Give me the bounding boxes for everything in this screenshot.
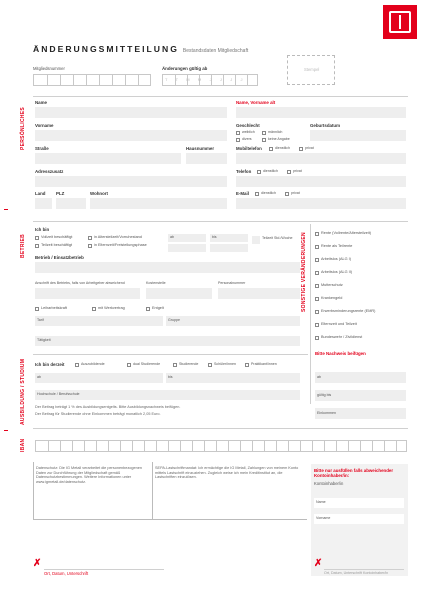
holder-name-label: Name (316, 500, 326, 504)
education-note-2: Der Beitrag für Studierende ohne Einkommen beträgt monatlich 2,05 Euro. (35, 412, 161, 416)
sepa-text: SEPA-Lastschriftmandat: Ich ermächtige die IG Metall, Zahlungen von meinem Konto mittels Lastschrift einzuziehen. Zugleich weise ich mein Kreditinstitut an, die Lastschriften einzulösen. (155, 466, 299, 480)
dual-student-label: dual Studierende (133, 362, 161, 366)
column-divider (310, 224, 311, 404)
date-placeholder: T T M M J J J J (165, 77, 247, 82)
gender-diverse-checkbox[interactable] (236, 138, 240, 142)
holder-name-field[interactable] (314, 498, 404, 508)
student-checkbox[interactable] (173, 363, 177, 367)
firstname-label: Vorname (35, 123, 54, 128)
wage-checkbox[interactable] (146, 307, 150, 311)
other-option-label: Arbeitslos (ALG II) (321, 270, 353, 274)
street-field[interactable] (35, 153, 181, 164)
email-work-label: dienstlich (261, 191, 276, 195)
hours-field[interactable] (252, 236, 260, 244)
birthdate-label: Geburtsdatum (310, 123, 341, 128)
education-from-label: ab (37, 375, 41, 379)
divider (33, 221, 408, 222)
fold-mark (4, 430, 8, 431)
company-address-label: Anschrift des Betriebs, falls von Arbeitgeber abweichend (35, 281, 125, 285)
section-iban-label: IBAN (20, 438, 26, 452)
other-option-checkbox[interactable] (315, 336, 319, 340)
name-field[interactable] (35, 107, 227, 118)
trainee-label: Auszubildende (81, 362, 105, 366)
other-option-label: Mutterschutz (321, 283, 343, 287)
member-no-input[interactable] (33, 74, 151, 86)
phone-field[interactable] (236, 176, 406, 187)
dual-student-checkbox[interactable] (127, 363, 131, 367)
contract-work-label: mit Werkvertrag (98, 306, 125, 310)
job-until-field-2[interactable] (210, 244, 248, 252)
gender-diverse-label: divers (242, 137, 252, 141)
education-until-field[interactable] (166, 373, 300, 383)
holder-signature-line[interactable] (324, 569, 404, 570)
birth-name-label: Name, Vorname alt (236, 100, 276, 105)
email-field[interactable] (236, 198, 406, 209)
city-label: Wohnort (90, 191, 108, 196)
cost-center-field[interactable] (146, 288, 212, 299)
house-no-label: Hausnummer (186, 146, 215, 151)
signature-label: Ort, Datum, Unterschrift (44, 571, 89, 576)
iban-input[interactable] (35, 440, 407, 452)
phone-label: Telefon (236, 169, 252, 174)
mobile-work-checkbox[interactable] (269, 147, 273, 151)
fulltime-label: Vollzeit beschäftigt (41, 235, 73, 239)
firstname-field[interactable] (35, 130, 227, 141)
igmetall-logo (383, 5, 417, 39)
job-from-field-2[interactable] (168, 244, 206, 252)
parttime-label: Teilzeit beschäftigt (41, 243, 73, 247)
section-education-label: AUSBILDUNG / STUDIUM (20, 358, 26, 425)
other-option-label: Elternzeit und Teilzeit (321, 322, 357, 326)
parental-leave-label: in Elternzeit/Freistellungsphase (94, 243, 147, 247)
education-from-field[interactable] (35, 373, 163, 383)
other-option-checkbox[interactable] (315, 232, 319, 236)
fold-mark (4, 209, 8, 210)
other-option-checkbox[interactable] (315, 271, 319, 275)
mobile-private-checkbox[interactable] (299, 147, 303, 151)
mobile-private-label: privat (305, 146, 314, 150)
country-label: Land (35, 191, 46, 196)
intern-label: Praktikant/innen (251, 362, 277, 366)
stamp-label: Stempel (304, 67, 320, 72)
group-label: Gruppe (168, 318, 180, 322)
email-label: E-Mail (236, 191, 249, 196)
phone-work-label: dienstlich (263, 169, 278, 173)
education-note-1: Der Beitrag beträgt 1 % des Ausbildungsentgelts. Bitte Ausbildungsnachweis beifügen. (35, 405, 181, 409)
other-option-checkbox[interactable] (315, 258, 319, 262)
pupil-label: Schüler/innen (214, 362, 236, 366)
account-holder-sub: Kontoinhaber/in (314, 481, 344, 486)
valid-from-label: Änderungen gültig ab (162, 66, 208, 71)
currently-label: Ich bin derzeit (35, 362, 65, 367)
address-extra-label: Adresszusatz (35, 169, 64, 174)
name-label: Name (35, 100, 47, 105)
pupil-checkbox[interactable] (208, 363, 212, 367)
zip-label: PLZ (56, 191, 65, 196)
holder-firstname-label: Vorname (316, 516, 331, 520)
temp-worker-checkbox[interactable] (35, 307, 39, 311)
birthdate-field[interactable] (310, 130, 406, 141)
other-option-checkbox[interactable] (315, 323, 319, 327)
personnel-no-label: Personalnummer (218, 281, 246, 285)
page-subtitle: Bestandsdaten Mitgliedschaft (182, 48, 249, 54)
account-holder-heading: Bitte nur ausfüllen falls abweichender Kontoinhaber/in: (314, 468, 394, 478)
privacy-text: Datenschutz: Die IG Metall verarbeitet die personenbezogenen Daten zur Durchführung der Mitgliedschaft gemäß Datenschutzbestimmungen. Weitere Informationen unter www.igmetall.de/datenschutz. (36, 466, 142, 484)
signature-x-icon: ✗ (33, 558, 42, 569)
divider (33, 428, 408, 429)
holder-signature-x-icon: ✗ (314, 558, 323, 569)
other-option-label: Krankengeld (321, 296, 343, 300)
other-option-label: Bundeswehr / Zivildienst (321, 335, 363, 339)
partial-retirement-label: in Altersteilzeit/Vorruhestand (94, 235, 142, 239)
section-other-label: SONSTIGE VERÄNDERUNGEN (301, 232, 307, 312)
other-option-checkbox[interactable] (315, 310, 319, 314)
job-from-label: ab (170, 235, 174, 239)
activity-field[interactable] (35, 336, 300, 346)
other-until-label: gültig bis (317, 393, 332, 397)
mobile-field[interactable] (236, 153, 406, 164)
section-job-label: BETRIEB (20, 233, 26, 258)
zip-field[interactable] (56, 198, 86, 209)
other-option-checkbox[interactable] (315, 297, 319, 301)
i-am-label: Ich bin (35, 227, 50, 232)
other-option-label: Rente als Teilrente (321, 244, 353, 248)
gender-male-label: männlich (268, 130, 283, 134)
page-title: ÄNDERUNGSMITTEILUNG Bestandsdaten Mitgliedschaft (33, 44, 249, 54)
wage-label: Entgelt (152, 306, 164, 310)
cost-center-label: Kostenstelle (146, 281, 166, 285)
member-no-label: Mitgliedsnummer (33, 66, 65, 71)
gender-none-label: keine Angabe (268, 137, 290, 141)
other-from-field[interactable] (315, 372, 406, 383)
other-option-label: Arbeitslos (ALG I) (321, 257, 351, 261)
email-private-checkbox[interactable] (285, 192, 289, 196)
street-label: Straße (35, 146, 49, 151)
contract-work-checkbox[interactable] (92, 307, 96, 311)
divider (33, 354, 308, 355)
holder-signature-label: Ort, Datum, Unterschrift Kontoinhaber/in (324, 571, 389, 575)
email-work-checkbox[interactable] (255, 192, 259, 196)
temp-worker-label: Leiharbeitskraft (41, 306, 67, 310)
other-option-label: Erwerbsminderungsrente (EMR) (321, 309, 376, 313)
email-private-label: privat (291, 191, 300, 195)
gender-none-checkbox[interactable] (262, 138, 266, 142)
other-income-label: Einkommen (317, 411, 336, 415)
mobile-work-label: dienstlich (275, 146, 290, 150)
trainee-checkbox[interactable] (75, 363, 79, 367)
other-option-label: Rente (Vollrente/Altersteilzeit) (321, 231, 372, 235)
group-field[interactable] (166, 316, 300, 326)
tariff-field[interactable] (35, 316, 163, 326)
weekly-hours-label: Teilzeit Std./Woche (262, 236, 293, 240)
gender-female-label: weiblich (242, 130, 255, 134)
divider (33, 96, 408, 97)
company-label: Betrieb / Einsatzbetrieb (35, 255, 84, 260)
phone-work-checkbox[interactable] (257, 170, 261, 174)
house-no-field[interactable] (186, 153, 227, 164)
company-address-field[interactable] (35, 288, 140, 299)
gender-label: Geschlecht (236, 123, 260, 128)
phone-private-label: privat (293, 169, 302, 173)
tariff-label: Tarif (37, 318, 44, 322)
signature-line[interactable] (44, 569, 164, 570)
parental-leave-checkbox[interactable] (88, 244, 92, 248)
parttime-checkbox[interactable] (35, 244, 39, 248)
education-until-label: bis (168, 375, 173, 379)
country-field[interactable] (35, 198, 52, 209)
phone-private-checkbox[interactable] (287, 170, 291, 174)
activity-label: Tätigkeit (37, 338, 51, 342)
fulltime-checkbox[interactable] (35, 236, 39, 240)
job-until-label: bis (212, 235, 217, 239)
other-option-checkbox[interactable] (315, 284, 319, 288)
city-field[interactable] (90, 198, 227, 209)
other-option-checkbox[interactable] (315, 245, 319, 249)
proof-heading: Bitte Nachweis beifügen (315, 351, 366, 356)
gender-male-checkbox[interactable] (262, 131, 266, 135)
school-label: Hochschule / Berufsschule (37, 392, 80, 396)
old-name-field[interactable] (236, 107, 406, 118)
company-field[interactable] (35, 262, 300, 273)
partial-retirement-checkbox[interactable] (88, 236, 92, 240)
section-personal-label: PERSÖNLICHES (20, 106, 26, 150)
gender-female-checkbox[interactable] (236, 131, 240, 135)
address-extra-field[interactable] (35, 176, 227, 187)
personnel-no-field[interactable] (218, 288, 300, 299)
intern-checkbox[interactable] (245, 363, 249, 367)
other-from-label: ab (317, 375, 321, 379)
student-label: Studierende (179, 362, 199, 366)
mobile-label: Mobiltelefon (236, 146, 262, 151)
